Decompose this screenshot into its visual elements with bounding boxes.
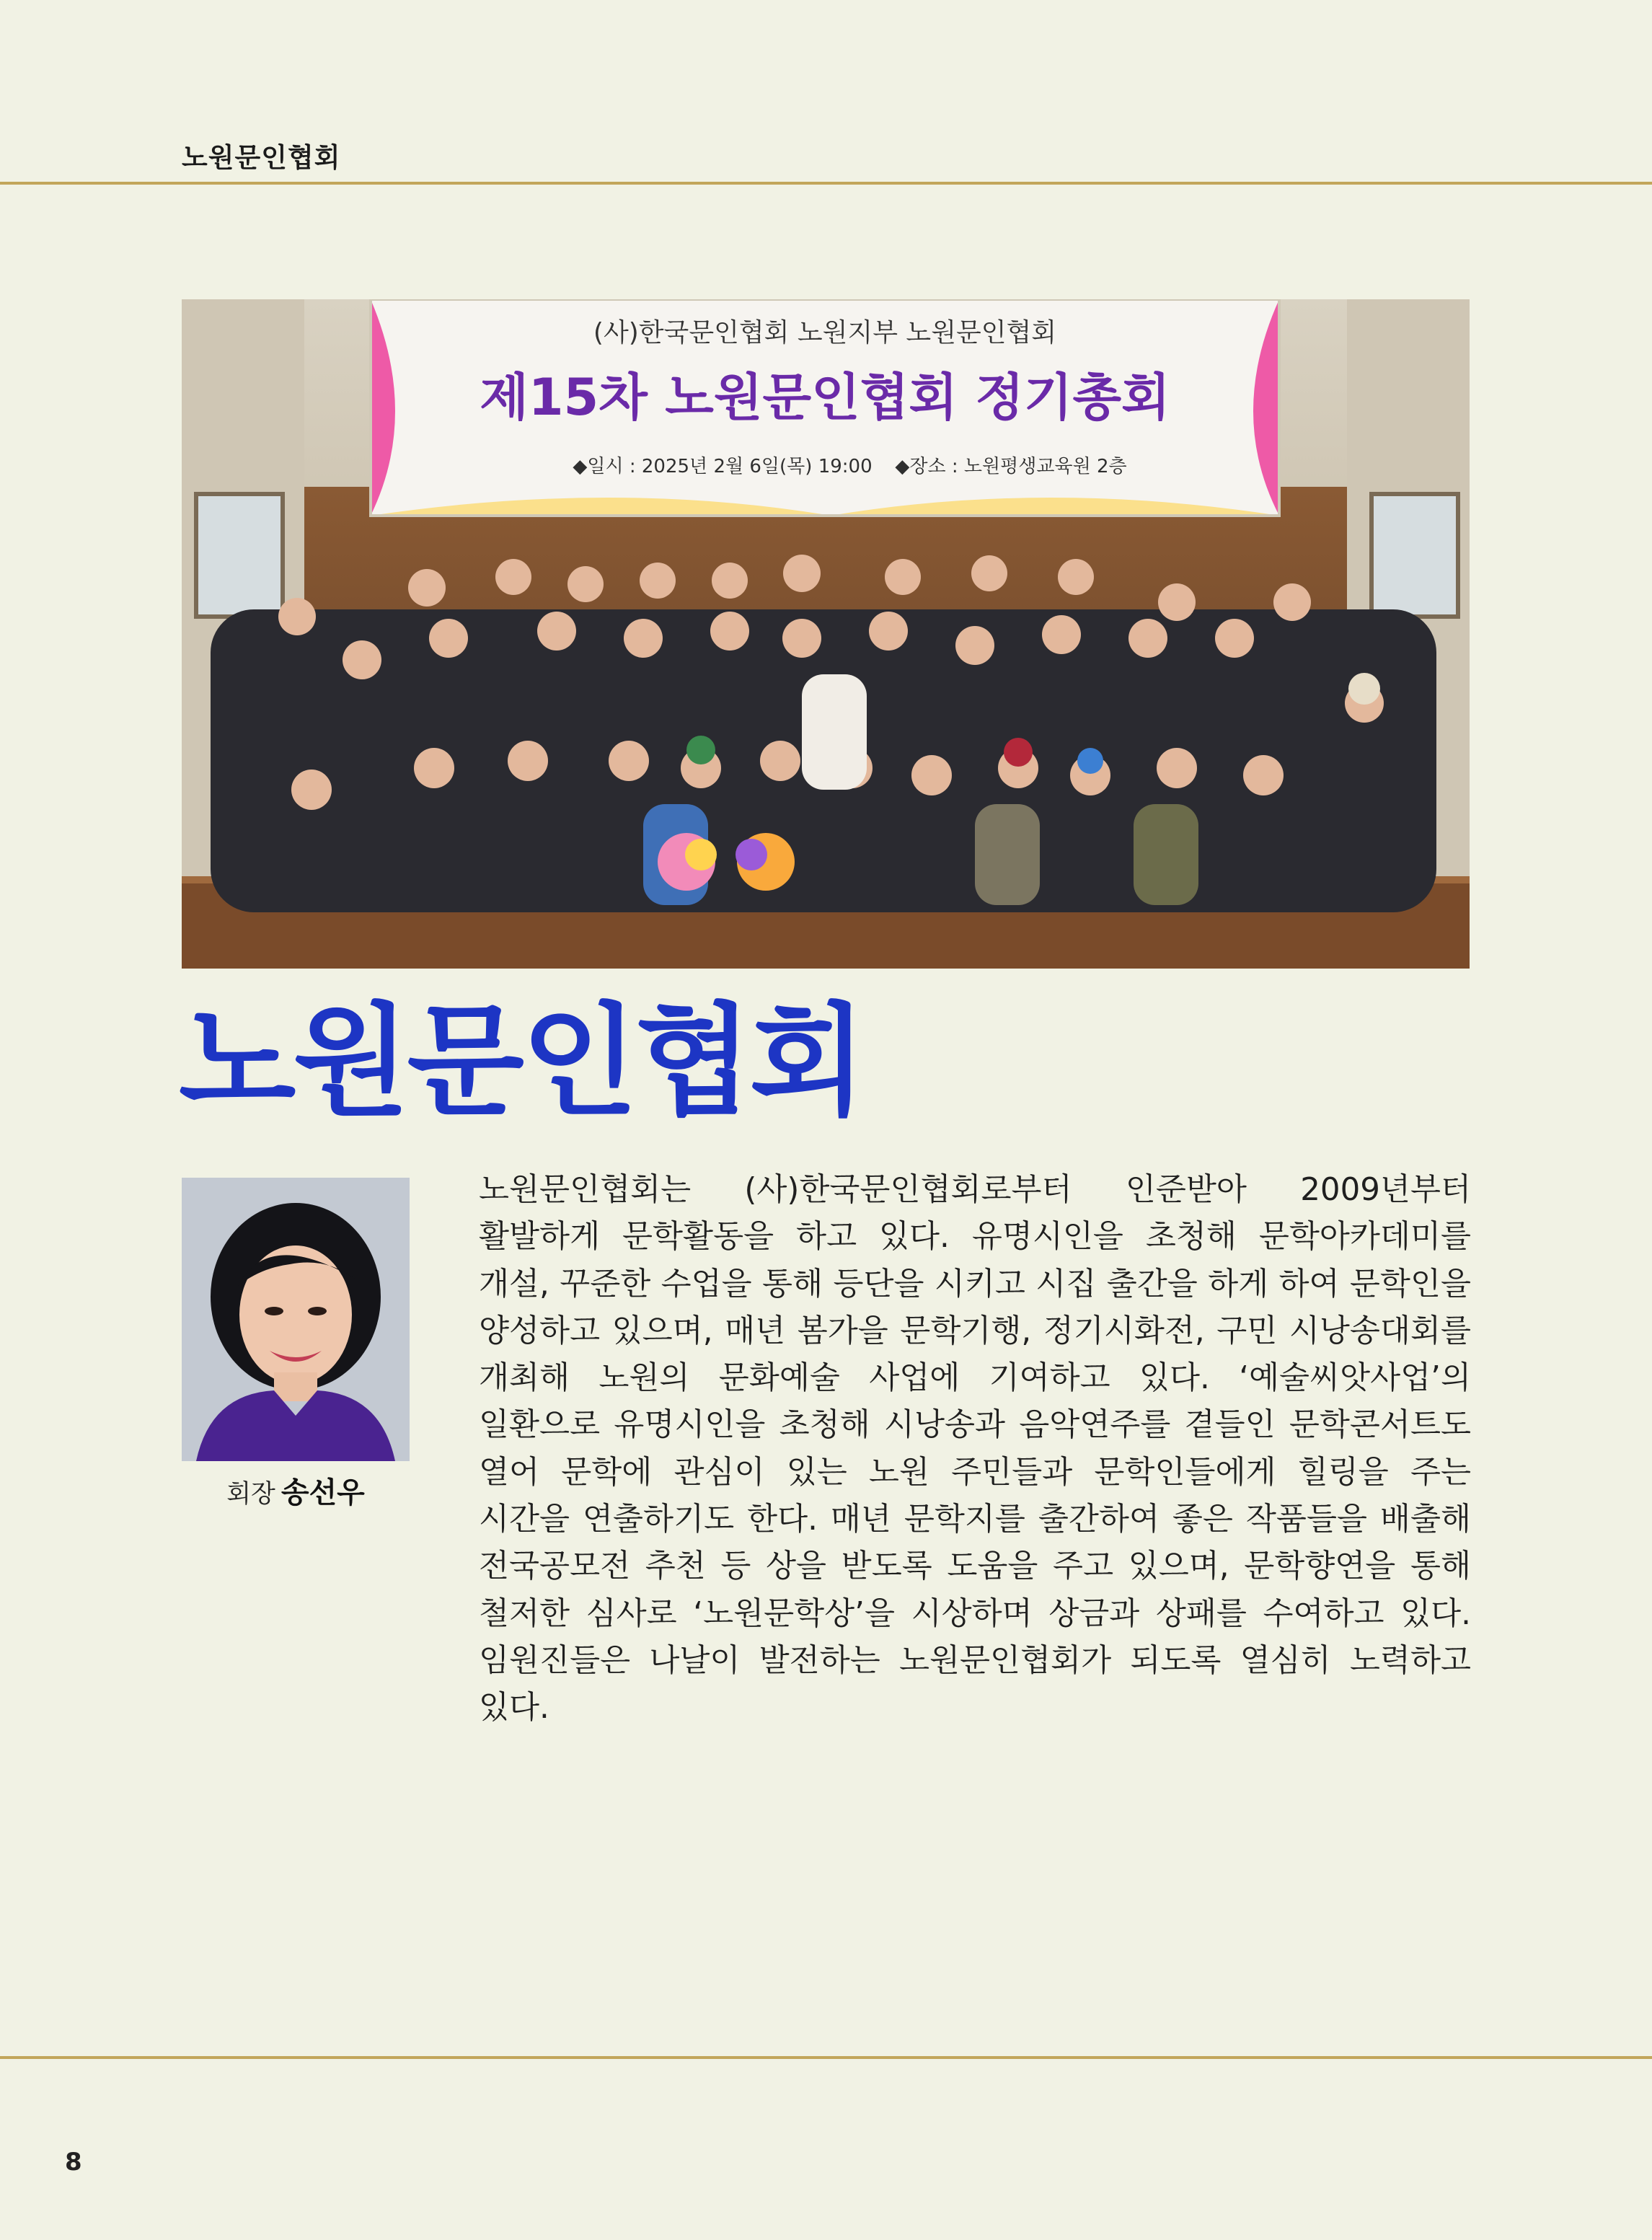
- portrait-caption: [182, 1470, 410, 1511]
- page-title: 노원문인협회: [179, 991, 864, 1132]
- group-photo: [182, 299, 1470, 969]
- president-name: 송선우: [281, 1476, 365, 1509]
- page-number: 8: [65, 2148, 82, 2177]
- header-rule: [0, 182, 1652, 185]
- president-role: 회장: [226, 1480, 275, 1509]
- banner-title: 제15차 노원문인협회 정기총회: [480, 368, 1170, 427]
- president-portrait: [182, 1178, 410, 1461]
- banner-place: ◆장소 : 노원평생교육원 2층: [895, 456, 1127, 477]
- running-header: 노원문인협회: [182, 142, 341, 173]
- body-paragraph: 노원문인협회는 (사)한국문인협회로부터 인준받아 2009년부터 활발하게 문학활동을 하고 있다. 유명시인을 초청해 문학아카데미를 개설, 꾸준한 수업을 통해 등단을 시키고 시집 출간을 하게 하여 문학인을 양성하고 있으며, 매년 봄가을 문학기행, 정기시화전, 구민 시낭송대회를 개최해 노원의 문화예술 사업에 기여하고 있다. ‘예술씨앗사업’의 일환으로 유명시인을 초청해 시낭송과 음악연주를 곁들인 문학콘서트도 열어 문학에 관심이 있는 노원 주민들과 문학인들에게 힐링을 주는 시간을 연출하기도 한다. 매년 문학지를 출간하여 좋은 작품들을 배출해 전국공모전 추천 등 상을 받도록 도움을 주고 있으며, 문학향연을 통해 철저한 심사로 ‘노원문학상’을 시상하며 상금과 상패를 수여하고 있다. 임원진들은 나날이 발전하는 노원문인협회가 되도록 열심히 노력하고 있다.: [479, 1172, 1471, 1727]
- banner-date: ◆일시 : 2025년 2월 6일(목) 19:00: [573, 456, 873, 477]
- footer-rule: [0, 2056, 1652, 2059]
- banner-subtitle: (사)한국문인협회 노원지부 노원문인협회: [593, 318, 1057, 348]
